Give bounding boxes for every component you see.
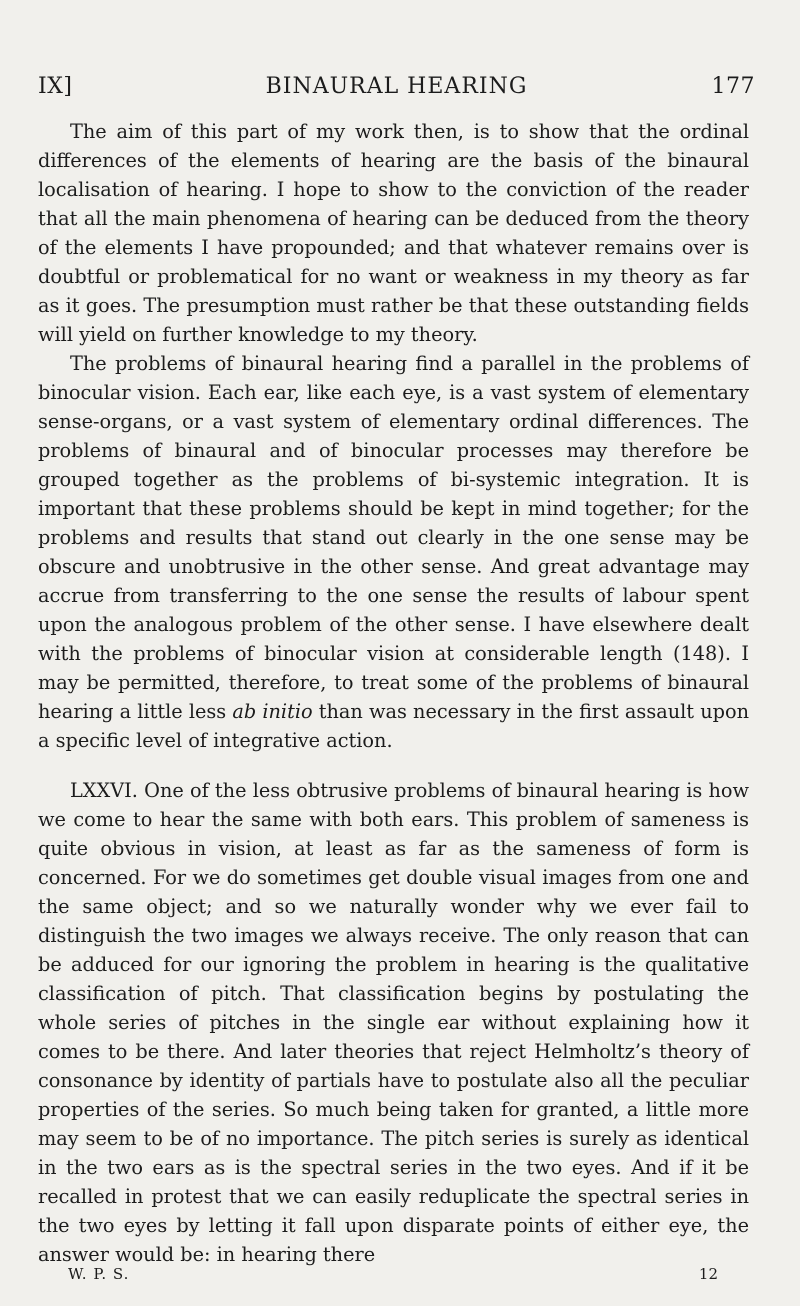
- paragraph: [38, 349, 749, 755]
- latin-phrase: ab initio: [232, 700, 313, 723]
- text-segment: The aim of this part of my work then, is to show that the ordinal differences of the elements of hearing are the basis of the binaural localisation of hearing. I hope to show to the conviction of the reader that all the main phenomena of hearing can be deduced from the theory of the elements I have propounded; and that whatever remains over is doubtful or problematical for no want or weakness in my theory as far as it goes. The presumption must rather be that these outstanding fields will yield on further knowledge to my theory.: [38, 120, 749, 346]
- text-segment: The problems of binaural hearing find a parallel in the problems of binocular vision. Each ear, like each eye, is a vast system of elementary sense-organs, or a vast system of elementary ordinal differences. The problems of binaural and of binocular processes may therefore be grouped together as the problems of bi-systemic integration. It is important that these problems should be kept in mind together; for the problems and results that stand out clearly in the one sense may be obscure and unobtrusive in the other sense. And great advantage may accrue from transferring to the one sense the results of labour spent upon the analogous problem of the other sense. I have elsewhere dealt with the problems of binocular vision at considerable length (148). I may be permitted, therefore, to treat some of the problems of binaural hearing a little less: [38, 352, 749, 723]
- text-segment: LXXVI. One of the less obtrusive problems of binaural hearing is how we come to hear the same with both ears. This problem of sameness is quite obvious in vision, at least as far as the sameness of form is concerned. For we do sometimes get double visual images from one and the same object; and so we naturally wonder why we ever fail to distinguish the two images we always receive. The only reason that can be adduced for our ignoring the problem in hearing is the qualitative classification of pitch. That classification begins by postulating the whole series of pitches in the single ear without explaining how it comes to be there. And later theories that reject Helmholtz’s theory of consonance by identity of partials have to postulate also all the peculiar properties of the series. So much being taken for granted, a little more may seem to be of no importance. The pitch series is surely as identical in the two ears as is the spectral series in the two eyes. And if it be recalled in protest that we can easily reduplicate the spectral series in the two eyes by letting it fall upon disparate points of either eye, the answer would be: in hearing there: [38, 779, 749, 1266]
- page-footer: [68, 1265, 718, 1287]
- paragraph: [38, 117, 749, 349]
- chapter-number: IX]: [38, 74, 73, 99]
- signature-mark: W. P. S.: [68, 1265, 130, 1283]
- running-title: BINAURAL HEARING: [265, 74, 528, 99]
- running-head: [38, 74, 755, 104]
- page-number: 177: [711, 74, 755, 99]
- text-segment: than was necessary in the first assault upon a specific level of integrative action.: [38, 700, 749, 752]
- paragraph-section-lxxvi: [38, 776, 749, 1269]
- body-text: [38, 117, 749, 1269]
- sheet-number: 12: [698, 1265, 718, 1283]
